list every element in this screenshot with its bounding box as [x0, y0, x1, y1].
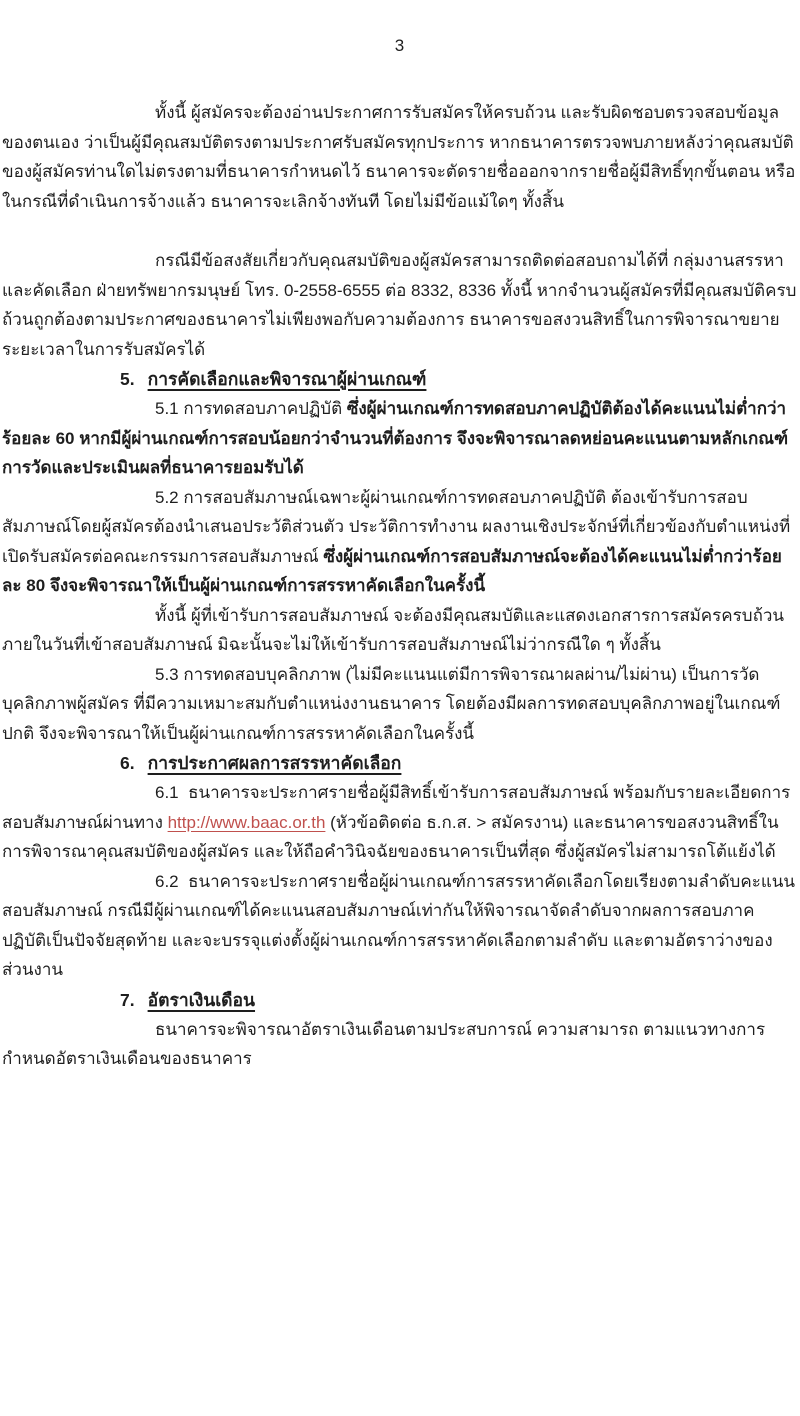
item-5-2-bold-text: ซึ่งผู้ผ่านเกณฑ์การสอบสัมภาษณ์จะต้องได้คะแนนไม่ต่ำกว่าร้อยละ 80 จึงจะพิจารณาให้เป็นผู้ผ่านเกณฑ์การสรรหาคัดเลือกในครั้งนี้: [2, 546, 782, 595]
item-6-1-text-post: (หัวข้อติดต่อ ธ.ก.ส. > สมัครงาน) และธนาคาร​ขอสงวนสิทธิ์ในการพิจารณาคุณสมบัติของผู้สมัคร และให้ถือคำวินิจฉัยของธนาคารเป็นที่สุด ซึ่งผู้สมัคร​ไม่สามารถโต้แย้งได้: [2, 812, 779, 861]
item-5-1-text: 5.1 การทดสอบภาคปฏิบัติ: [155, 399, 347, 418]
baac-website-link[interactable]: http://www.baac.or.th: [167, 812, 326, 832]
intro-paragraph-2: กรณีมีข้อสงสัยเกี่ยวกับคุณสมบัติของผู้สมัครสามารถติดต่อสอบถามได้ที่ กลุ่มงานสรรหา​และคัดเลือก ฝ่ายทรัพยากรมนุษย์ โทร. 0-2558-6555 ต่อ 8332, 8336 ทั้งนี้ หากจำนวนผู้สมัครที่มีคุณสมบัติครบถ้วน​ถูกต้องตามประกาศของธนาคารไม่เพียงพอกับความต้องการ ธนาคารขอสงวนสิทธิ์ในการพิจารณาขยายระยะเวลา​ในการรับสมัครได้: [2, 251, 797, 359]
section-7-number: 7.: [120, 989, 135, 1010]
item-6-2-paragraph: 6.2 ธนาคารจะประกาศรายชื่อผู้ผ่านเกณฑ์การสรรหาคัดเลือกโดยเรียงตามลำดับ​คะแนนสอบสัมภาษณ์ กรณีมีผู้ผ่านเกณฑ์ได้คะแนนสอบสัมภาษณ์เท่ากันให้พิจารณาจัดลำดับจากผลการสอบ​ภาคปฏิบัติเป็นปัจจัยสุดท้าย และจะบรรจุแต่งตั้งผู้ผ่านเกณฑ์การสรรหาคัดเลือกตามลำดับ และตามอัตราว่าง​ของส่วนงาน: [2, 871, 796, 979]
item-6-1-text-pre: 6.1 ธนาคารจะประกาศรายชื่อผู้มีสิทธิ์เข้ารับการสอบสัมภาษณ์ พร้อมกับรายละเอียด​การสอบสัมภาษณ์ผ่านทาง: [2, 783, 791, 832]
section-6-heading: [2, 748, 797, 778]
item-5-2-note-paragraph: ทั้งนี้ ผู้ที่เข้ารับการสอบสัมภาษณ์ จะต้องมีคุณสมบัติและแสดงเอกสารการสมัครครบถ้วน​ภายในวันที่เข้าสอบสัมภาษณ์ มิฉะนั้นจะไม่ให้เข้ารับการสอบสัมภาษณ์ไม่ว่ากรณีใด ๆ ทั้งสิ้น: [2, 605, 785, 654]
section-5-number: 5.: [120, 369, 135, 389]
page-number: 3: [394, 36, 405, 55]
section-6-title: การประกาศผลการสรรหาคัดเลือก: [147, 753, 402, 773]
section-6-number: 6.: [120, 753, 135, 773]
item-5-3-paragraph: 5.3 การทดสอบบุคลิกภาพ (ไม่มีคะแนนแต่มีการพิจารณาผลผ่าน/ไม่ผ่าน) เป็นการวัดบุคลิกภาพ​ผู้สมัคร ที่มีความเหมาะสมกับตำแหน่งงานธนาคาร โดยต้องมีผลการทดสอบบุคลิกภาพอยู่ในเกณฑ์ปกติ จึงจะพิจารณา​ให้เป็นผู้ผ่านเกณฑ์การสรรหาคัดเลือกในครั้งนี้: [2, 664, 781, 743]
section-5-heading: [2, 364, 797, 394]
section-5-title: การคัดเลือกและพิจารณาผู้ผ่านเกณฑ์: [147, 369, 427, 389]
item-5-1-paragraph: [2, 394, 797, 483]
item-6-1-paragraph: [2, 778, 797, 867]
section-7-heading: [2, 985, 797, 1015]
section-7-paragraph: ธนาคารจะพิจารณาอัตราเงินเดือนตามประสบการณ์ ความสามารถ ตามแนวทางการกำหนด​อัตราเงินเดือนของธนาคาร: [2, 1019, 766, 1068]
item-5-1-bold-text: ซึ่งผู้ผ่านเกณฑ์การทดสอบภาคปฏิบัติต้องได้คะแนน​ไม่ต่ำกว่าร้อยละ 60 หากมีผู้ผ่านเกณฑ์การสอบน้อยกว่าจำนวนที่ต้องการ จึงจะพิจารณาลดหย่อนคะแนน​ตามหลักเกณฑ์การวัดและประเมินผลที่ธนาคารยอมรับได้: [2, 399, 789, 477]
item-5-2-text: 5.2 การสอบสัมภาษณ์เฉพาะผู้ผ่านเกณฑ์การทดสอบภาคปฏิบัติ ต้องเข้ารับการสอบสัมภาษณ์​โดยผู้สมัครต้องนำเสนอประวัติส่วนตัว ประวัติการทำงาน ผลงานเชิงประจักษ์ที่เกี่ยวข้องกับตำแหน่งที่เปิดรับสมัคร​ต่อคณะกรรมการสอบสัมภาษณ์: [2, 487, 791, 566]
intro-paragraph-1: ทั้งนี้ ผู้สมัครจะต้องอ่านประกาศการรับสมัครให้ครบถ้วน และรับผิดชอบตรวจสอบ​ข้อมูลของตนเอง ว่าเป็นผู้มีคุณสมบัติตรงตามประกาศรับสมัครทุกประการ หากธนาคารตรวจพบภายหลังว่า​คุณสมบัติของผู้สมัครท่านใดไม่ตรงตามที่ธนาคารกำหนดไว้ ธนาคารจะตัดรายชื่อออกจากรายชื่อผู้มีสิทธิ์​ทุกขั้นตอน หรือในกรณีที่ดำเนินการจ้างแล้ว ธนาคารจะเลิกจ้างทันที โดยไม่มีข้อแม้ใดๆ ทั้งสิ้น: [2, 103, 796, 211]
section-7-title: อัตราเงินเดือน: [147, 989, 256, 1010]
item-5-2-paragraph: [2, 483, 797, 601]
